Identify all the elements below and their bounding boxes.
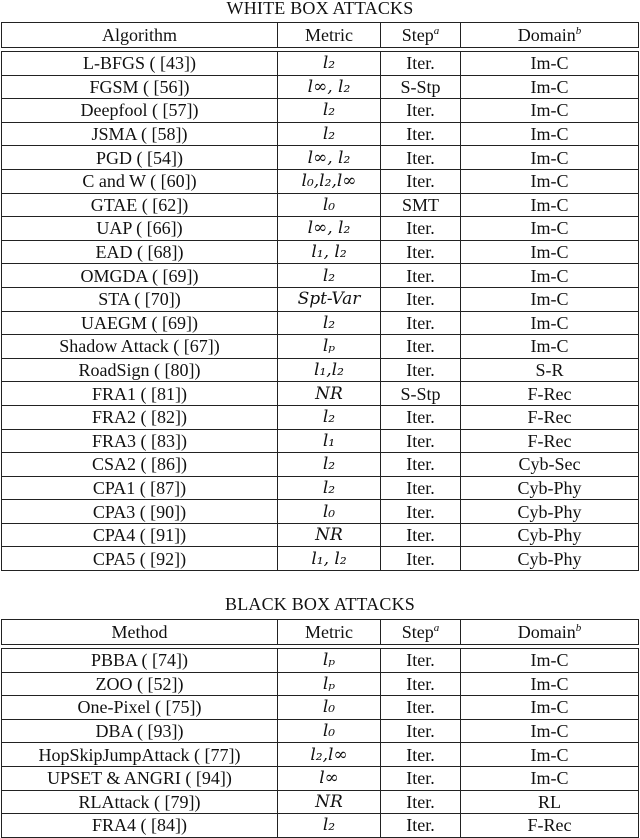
cell-step: Iter. [381,217,461,241]
cell-algorithm: EAD ( [68]) [2,240,278,264]
cell-metric: l∞, l₂ [278,217,381,241]
header-step: Step$^a$ [381,620,461,645]
cell-step: Iter. [381,335,461,359]
cell-step: Iter. [381,405,461,429]
cell-step: Iter. [381,453,461,477]
table-row [2,122,639,146]
cell-domain: Cyb-Phy [461,476,639,500]
cell-domain: S-R [461,358,639,382]
cell-step: Iter. [381,146,461,170]
cell-metric: l∞ [278,766,381,790]
cell-metric: l₀,l₂,l∞ [278,169,381,193]
cell-metric: l₂ [278,311,381,335]
cell-metric: l₂ [278,814,381,838]
cell-domain: Im-C [461,672,639,696]
cell-domain: Cyb-Phy [461,500,639,524]
cell-step: Iter. [381,500,461,524]
cell-algorithm: RoadSign ( [80]) [2,358,278,382]
cell-step: Iter. [381,814,461,838]
cell-algorithm: OMGDA ( [69]) [2,264,278,288]
cell-step: Iter. [381,287,461,311]
cell-domain: Im-C [461,99,639,123]
cell-metric: NR [278,523,381,547]
cell-algorithm: UPSET & ANGRI ( [94]) [2,766,278,790]
cell-domain: F-Rec [461,382,639,406]
black-box-table [1,619,639,838]
cell-metric: l₂ [278,264,381,288]
cell-algorithm: PGD ( [54]) [2,146,278,170]
cell-domain: Im-C [461,146,639,170]
header-metric: Metric [278,23,381,48]
cell-step: SMT [381,193,461,217]
table-row [2,790,639,814]
cell-metric: l₁,l₂ [278,358,381,382]
cell-domain: Im-C [461,193,639,217]
table-row [2,672,639,696]
cell-algorithm: CPA4 ( [91]) [2,523,278,547]
table-row [2,264,639,288]
table-row [2,719,639,743]
cell-domain: Im-C [461,649,639,673]
table-row [2,146,639,170]
cell-step: Iter. [381,547,461,571]
cell-step: Iter. [381,240,461,264]
cell-algorithm: FRA1 ( [81]) [2,382,278,406]
cell-domain: Im-C [461,217,639,241]
table-row [2,523,639,547]
table-row [2,52,639,76]
cell-metric: l₁ [278,429,381,453]
cell-metric: l₀ [278,193,381,217]
cell-metric: l₂ [278,52,381,76]
cell-algorithm: CPA5 ( [92]) [2,547,278,571]
cell-algorithm: FRA4 ( [84]) [2,814,278,838]
table-row [2,169,639,193]
cell-metric: l₂ [278,405,381,429]
cell-algorithm: One-Pixel ( [75]) [2,696,278,720]
cell-metric: lₚ [278,672,381,696]
cell-algorithm: JSMA ( [58]) [2,122,278,146]
cell-step: Iter. [381,311,461,335]
header-domain: Domain$^b$ [461,23,639,48]
cell-algorithm: CSA2 ( [86]) [2,453,278,477]
table-row [2,743,639,767]
cell-domain: Im-C [461,122,639,146]
cell-algorithm: FGSM ( [56]) [2,75,278,99]
header-algorithm: Algorithm [2,23,278,48]
cell-domain: Im-C [461,169,639,193]
cell-metric: l₀ [278,696,381,720]
cell-metric: NR [278,790,381,814]
header-row [2,23,639,48]
table-row [2,287,639,311]
cell-algorithm: DBA ( [93]) [2,719,278,743]
header-method: Method [2,620,278,645]
cell-algorithm: RLAttack ( [79]) [2,790,278,814]
cell-metric: lₚ [278,335,381,359]
table-row [2,814,639,838]
cell-metric: l₁, l₂ [278,240,381,264]
header-domain: Domain$^b$ [461,620,639,645]
cell-metric: l₀ [278,500,381,524]
cell-metric: Spt-Var [278,287,381,311]
cell-algorithm: HopSkipJumpAttack ( [77]) [2,743,278,767]
cell-step: Iter. [381,122,461,146]
cell-domain: Im-C [461,335,639,359]
cell-metric: l₂ [278,99,381,123]
cell-domain: Im-C [461,696,639,720]
cell-metric: l∞, l₂ [278,146,381,170]
cell-metric: l₂,l∞ [278,743,381,767]
cell-algorithm: STA ( [70]) [2,287,278,311]
cell-step: Iter. [381,169,461,193]
cell-algorithm: Deepfool ( [57]) [2,99,278,123]
cell-algorithm: UAP ( [66]) [2,217,278,241]
header-metric: Metric [278,620,381,645]
cell-step: Iter. [381,649,461,673]
black-box-title: BLACK BOX ATTACKS [225,594,415,614]
cell-domain: Im-C [461,52,639,76]
cell-algorithm: CPA1 ( [87]) [2,476,278,500]
cell-step: Iter. [381,429,461,453]
table-row [2,358,639,382]
table-row [2,649,639,673]
cell-domain: F-Rec [461,405,639,429]
table-row [2,476,639,500]
cell-step: Iter. [381,358,461,382]
cell-step: Iter. [381,743,461,767]
table-row [2,217,639,241]
table-row [2,429,639,453]
cell-metric: NR [278,382,381,406]
table-row [2,75,639,99]
cell-domain: Cyb-Sec [461,453,639,477]
cell-step: S-Stp [381,75,461,99]
cell-domain: RL [461,790,639,814]
cell-domain: Im-C [461,719,639,743]
cell-domain: Im-C [461,743,639,767]
table-row [2,335,639,359]
cell-step: Iter. [381,523,461,547]
cell-algorithm: L-BFGS ( [43]) [2,52,278,76]
cell-metric: lₚ [278,649,381,673]
cell-metric: l₂ [278,476,381,500]
cell-metric: l₂ [278,453,381,477]
table-row [2,766,639,790]
cell-algorithm: Shadow Attack ( [67]) [2,335,278,359]
cell-domain: Cyb-Phy [461,547,639,571]
header-step: Step$^a$ [381,23,461,48]
cell-algorithm: CPA3 ( [90]) [2,500,278,524]
cell-domain: Im-C [461,766,639,790]
table-row [2,453,639,477]
cell-metric: l∞, l₂ [278,75,381,99]
cell-step: Iter. [381,766,461,790]
cell-step: Iter. [381,719,461,743]
white-box-title: WHITE BOX ATTACKS [226,0,414,18]
cell-metric: l₂ [278,122,381,146]
cell-step: S-Stp [381,382,461,406]
cell-step: Iter. [381,52,461,76]
cell-algorithm: C and W ( [60]) [2,169,278,193]
white-box-table [1,22,639,571]
cell-metric: l₁, l₂ [278,547,381,571]
table-row [2,696,639,720]
cell-domain: Im-C [461,75,639,99]
cell-algorithm: FRA2 ( [82]) [2,405,278,429]
cell-step: Iter. [381,696,461,720]
cell-step: Iter. [381,790,461,814]
table-row [2,382,639,406]
table-row [2,240,639,264]
table-row [2,405,639,429]
table-row [2,500,639,524]
cell-algorithm: FRA3 ( [83]) [2,429,278,453]
cell-domain: Im-C [461,240,639,264]
cell-domain: F-Rec [461,429,639,453]
cell-domain: Im-C [461,287,639,311]
cell-algorithm: ZOO ( [52]) [2,672,278,696]
cell-domain: Im-C [461,311,639,335]
cell-algorithm: UAEGM ( [69]) [2,311,278,335]
cell-domain: F-Rec [461,814,639,838]
cell-step: Iter. [381,476,461,500]
cell-algorithm: GTAE ( [62]) [2,193,278,217]
table-row [2,311,639,335]
table-row [2,193,639,217]
cell-algorithm: PBBA ( [74]) [2,649,278,673]
cell-metric: l₀ [278,719,381,743]
header-row [2,620,639,645]
cell-domain: Cyb-Phy [461,523,639,547]
cell-step: Iter. [381,672,461,696]
cell-domain: Im-C [461,264,639,288]
table-row [2,547,639,571]
table-row [2,99,639,123]
cell-step: Iter. [381,99,461,123]
cell-step: Iter. [381,264,461,288]
